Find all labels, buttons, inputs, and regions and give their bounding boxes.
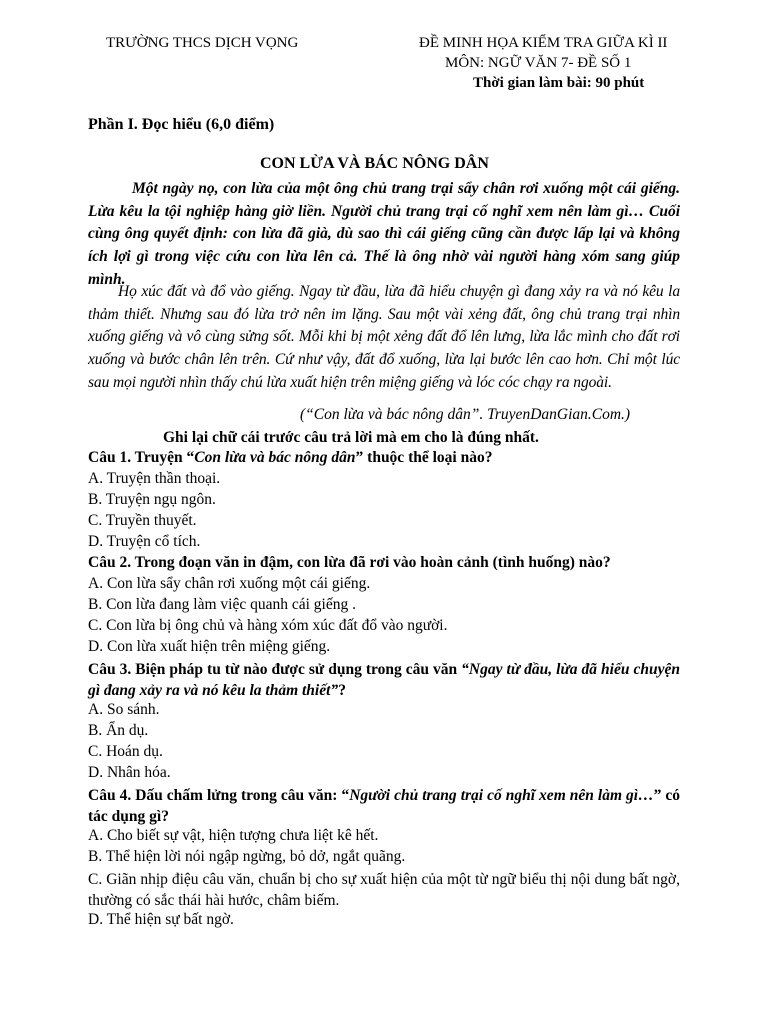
duration-line: Thời gian làm bài: 90 phút — [473, 75, 645, 91]
q3-option-b: B. Ẩn dụ. — [88, 722, 149, 739]
q2-option-a: A. Con lừa sẩy chân rơi xuống một cái giếng. — [88, 575, 371, 592]
section-title: Phần I. Đọc hiểu (6,0 điểm) — [88, 116, 275, 133]
q2-option-d: D. Con lừa xuất hiện trên miệng giếng. — [88, 638, 331, 655]
question-4: Câu 4. Dấu chấm lửng trong câu văn: “Người chủ trang trại cố nghĩ xem nên làm gì…” có tác dụng gì? — [88, 787, 680, 825]
q4-option-a: A. Cho biết sự vật, hiện tượng chưa liệt kê hết. — [88, 827, 379, 844]
exam-title: ĐỀ MINH HỌA KIỂM TRA GIỮA KÌ II — [419, 35, 668, 51]
q1-option-a: A. Truyện thần thoại. — [88, 470, 221, 487]
question-1: Câu 1. Truyện “Con lừa và bác nông dân” thuộc thể loại nào? — [88, 449, 493, 466]
instruction: Ghi lại chữ cái trước câu trả lời mà em cho là đúng nhất. — [163, 429, 539, 446]
story-source: (“Con lừa và bác nông dân”. TruyenDanGian.Com.) — [300, 406, 631, 423]
q2-option-b: B. Con lừa đang làm việc quanh cái giếng . — [88, 596, 356, 613]
question-2: Câu 2. Trong đoạn văn in đậm, con lừa đã rơi vào hoàn cảnh (tình huống) nào? — [88, 554, 611, 571]
q4-option-c: C. Giãn nhịp điệu câu văn, chuẩn bị cho sự xuất hiện của một từ ngữ biểu thị nội dung bất ngờ, thường có sắc thái hài hước, châm biếm. — [88, 871, 680, 909]
q3-option-c: C. Hoán dụ. — [88, 743, 163, 760]
q1-option-d: D. Truyện cổ tích. — [88, 533, 201, 550]
story-bold-paragraph: Một ngày nọ, con lừa của một ông chủ trang trại sẩy chân rơi xuống một cái giếng. Lừa kêu la tội nghiệp hàng giờ liền. Người chủ trang trại cố nghĩ xem nên làm gì… Cuối cùng ông quyết định: con lừa đã già, dù sao thì cái giếng cũng cần được lấp lại và không ích lợi gì trong việc cứu con lừa lên cả. Thế là ông nhờ vài người hàng xóm sang giúp mình. — [88, 180, 680, 288]
q3-option-a: A. So sánh. — [88, 701, 160, 718]
q4-option-d: D. Thể hiện sự bất ngờ. — [88, 911, 234, 928]
q2-option-c: C. Con lừa bị ông chủ và hàng xóm xúc đất đổ vào người. — [88, 617, 448, 634]
story-title: CON LỪA VÀ BÁC NÔNG DÂN — [260, 155, 489, 172]
q3-option-d: D. Nhân hóa. — [88, 764, 171, 781]
q1-option-b: B. Truyện ngụ ngôn. — [88, 491, 216, 508]
school-name: TRƯỜNG THCS DỊCH VỌNG — [106, 35, 299, 51]
question-3: Câu 3. Biện pháp tu từ nào được sử dụng trong câu văn “Ngay từ đầu, lừa đã hiểu chuyện gì đang xảy ra và nó kêu la thảm thiết”? — [88, 661, 680, 699]
q4-option-b: B. Thể hiện lời nói ngập ngừng, bỏ dở, ngắt quãng. — [88, 848, 406, 865]
story-italic-paragraph: Họ xúc đất và đổ vào giếng. Ngay từ đầu, lừa đã hiểu chuyện gì đang xảy ra và nó kêu la thảm thiết. Nhưng sau đó lừa trở nên im lặng. Sau một vài xẻng đất, ông chủ trang trại nhìn xuống giếng và vô cùng sửng sốt. Mỗi khi bị một xẻng đất đổ lên lưng, lừa lắc mình cho đất rơi xuống và bước chân lên trên. Cứ như vậy, đất đổ xuống, lừa lại bước lên cao hơn. Chỉ một lúc sau mọi người nhìn thấy chú lừa xuất hiện trên miệng giếng và lóc cóc chạy ra ngoài. — [88, 283, 680, 391]
q1-option-c: C. Truyền thuyết. — [88, 512, 197, 529]
subject-line: MÔN: NGỮ VĂN 7- ĐỀ SỐ 1 — [445, 55, 632, 71]
